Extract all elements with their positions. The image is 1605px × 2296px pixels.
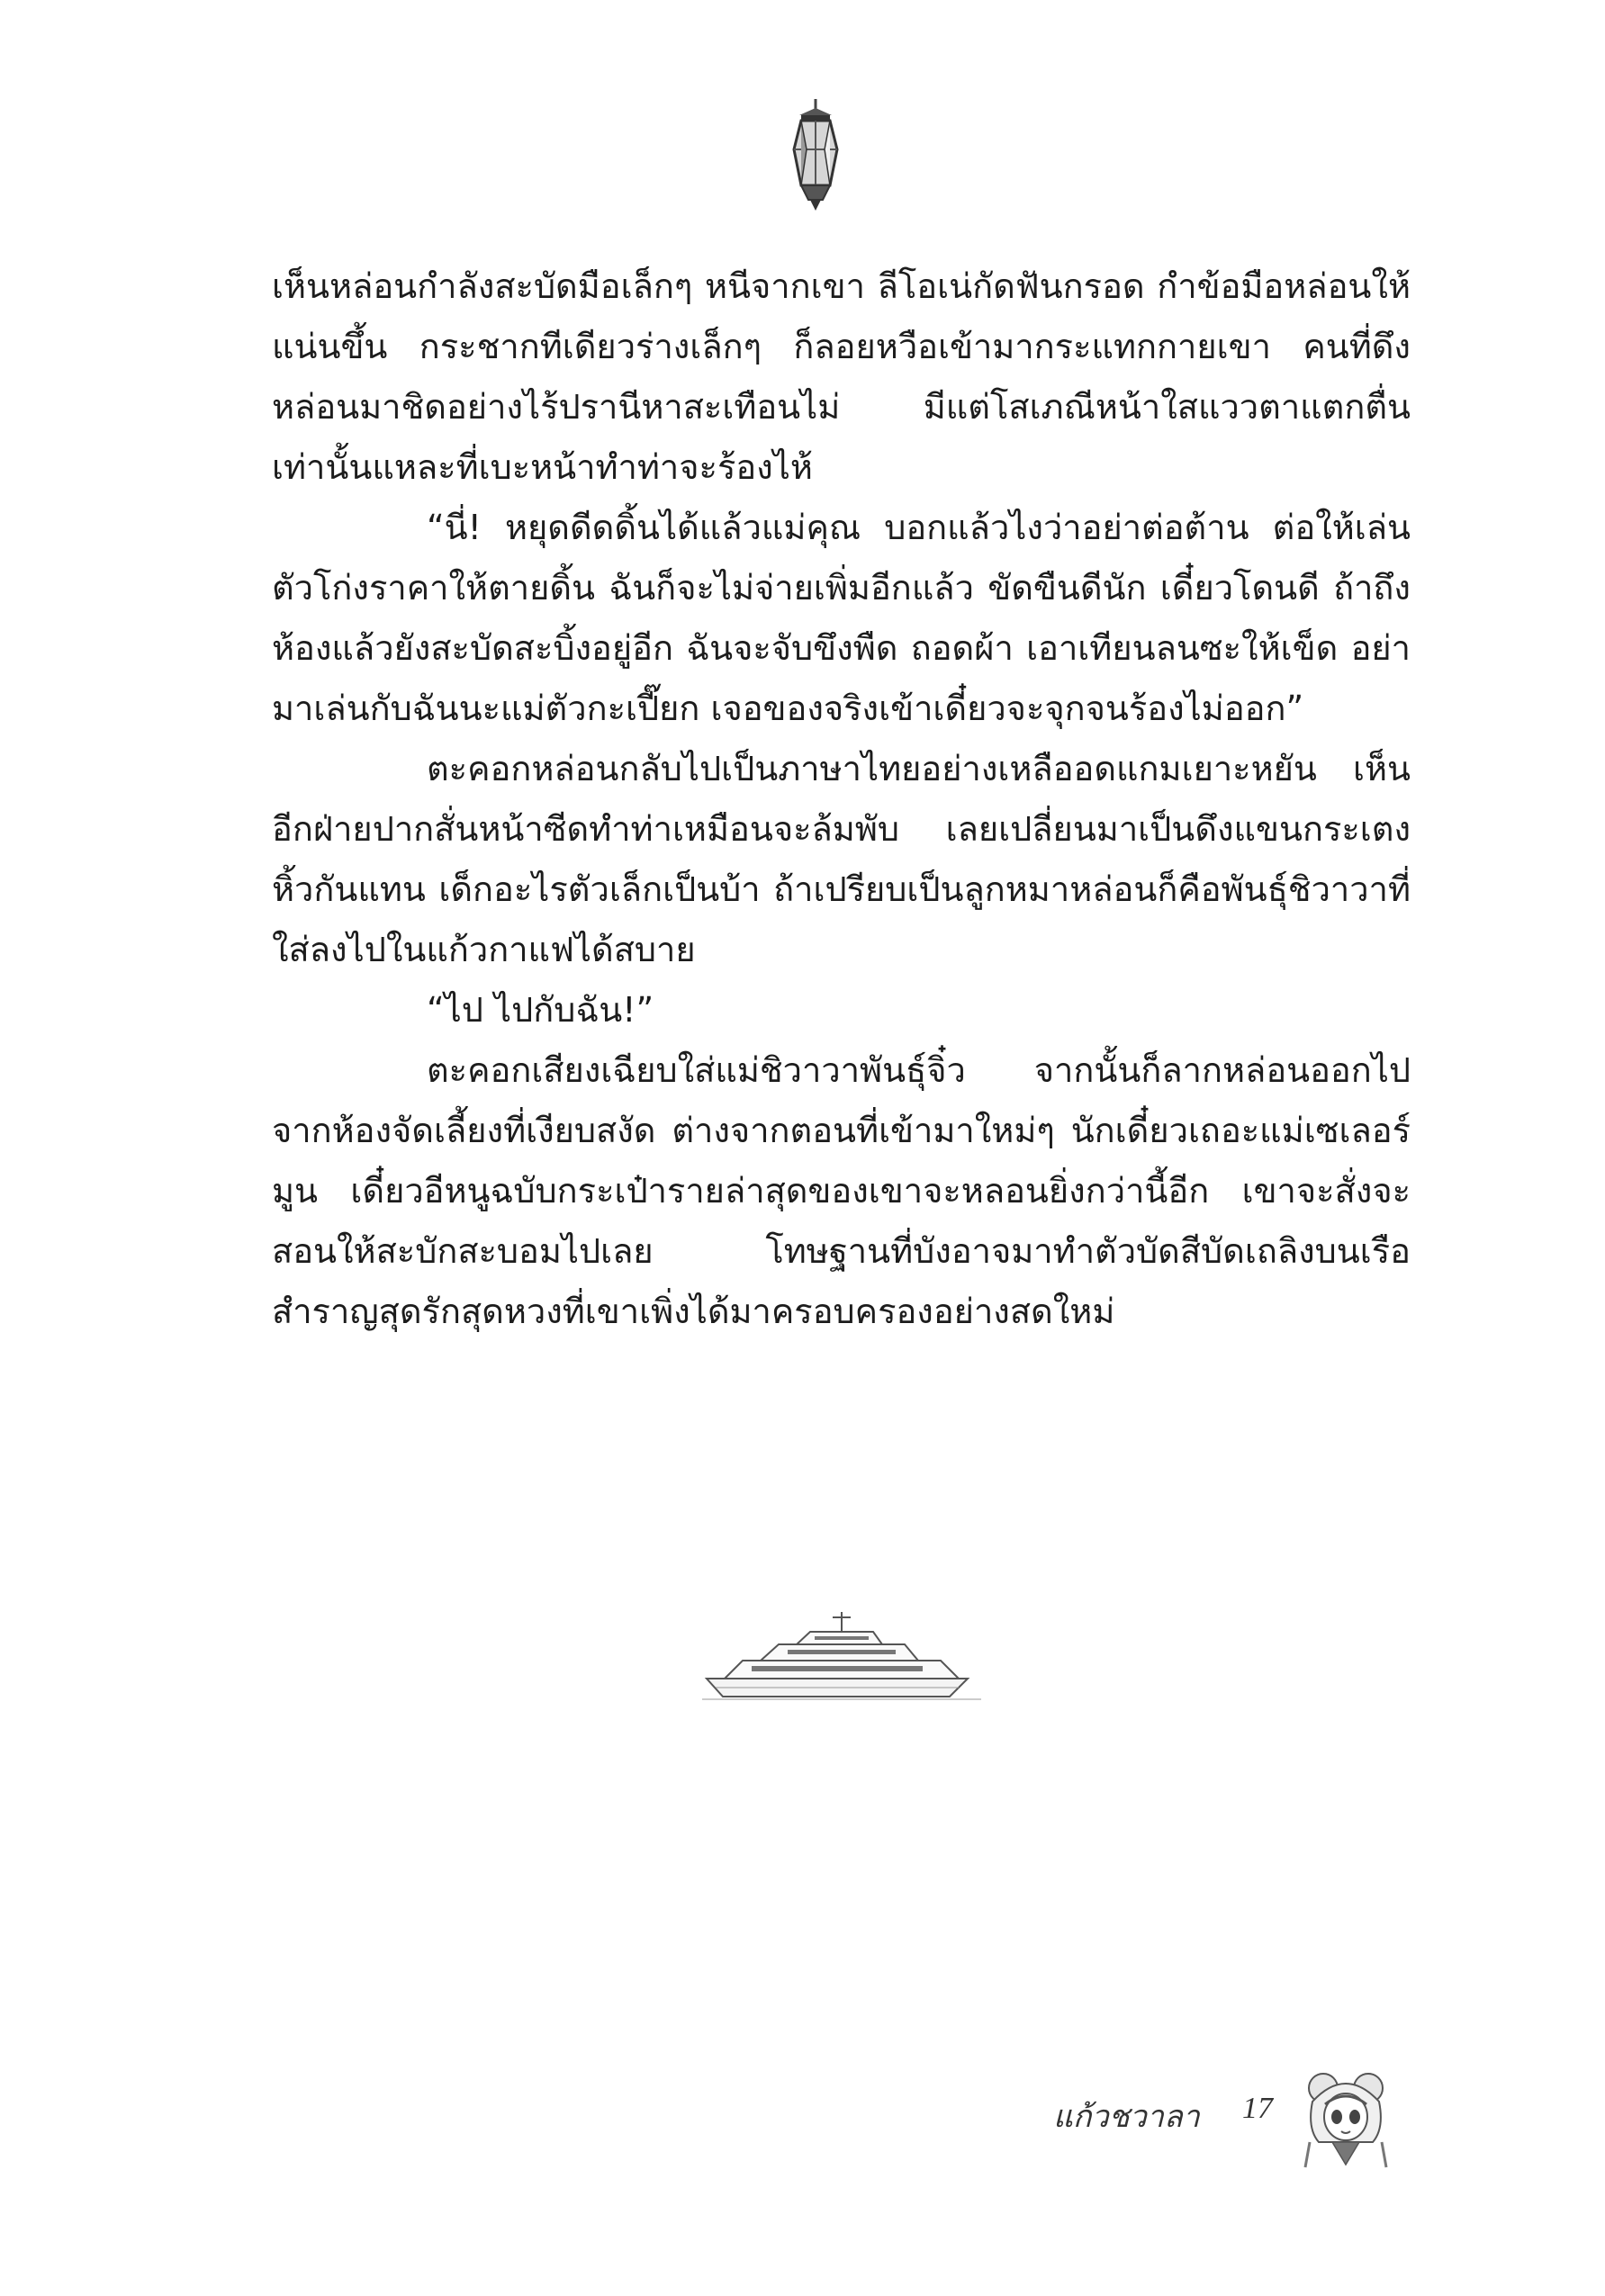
paragraph-2: “นี่! หยุดดีดดิ้นได้แล้วแม่คุณ บอกแล้วไงว่าอย่าต่อต้าน ต่อให้เล่นตัวโก่งราคาให้ตายดิ้น ฉันก็จะไม่จ่ายเพิ่มอีกแล้ว ขัดขืนดีนัก เดี๋ยวโดนดี ถ้าถึงห้องแล้วยังสะบัดสะบิ้งอยู่อีก ฉันจะจับขึงพืด ถอดผ้า เอาเทียนลนซะให้เข็ด อย่ามาเล่นกับฉันนะแม่ตัวกะเปี๊ยก เจอของจริงเข้าเดี๋ยวจะจุกจนร้องไม่ออก” xyxy=(272,508,1411,728)
lantern-icon xyxy=(780,99,852,216)
page-number: 17 xyxy=(1242,2092,1273,2125)
paragraph-5: ตะคอกเสียงเฉียบใส่แม่ชิวาวาพันธุ์จิ๋ว จากนั้นก็ลากหล่อนออกไปจากห้องจัดเลี้ยงที่เงียบสงัด ต่างจากตอนที่เข้ามาใหม่ๆ นักเดี๋ยวเถอะแม่เซเลอร์มูน เดี๋ยวอีหนูฉบับกระเป๋ารายล่าสุดของเขาจะหลอนยิ่งกว่านี้อีก เขาจะสั่งจะสอนให้สะบักสะบอมไปเลย โทษฐานที่บังอาจมาทำตัวบัดสีบัดเถลิงบนเรือสำราญสุดรักสุดหวงที่เขาเพิ่งได้มาครอบครองอย่างสดใหม่ xyxy=(272,1050,1411,1331)
page-footer xyxy=(1026,2061,1494,2169)
paragraph-1: เห็นหล่อนกำลังสะบัดมือเล็กๆ หนีจากเขา ลีโอเน่กัดฟันกรอด กำข้อมือหล่อนให้แน่นขึ้น กระชากทีเดียวร่างเล็กๆ ก็ลอยหวือเข้ามากระแทกกายเขา คนที่ดึงหล่อนมาชิดอย่างไร้ปรานีหาสะเทือนไม่ มีแต่โสเภณีหน้าใสแววตาแตกตื่นเท่านั้นแหละที่เบะหน้าทำท่าจะร้องไห้ xyxy=(272,266,1411,487)
mascot-icon xyxy=(1296,2061,1395,2169)
book-title: แก้วชวาลา xyxy=(1053,2099,1200,2135)
yacht-icon xyxy=(698,1607,986,1706)
paragraph-4: “ไป ไปกับฉัน!” xyxy=(427,990,654,1030)
body-text xyxy=(272,257,1411,1342)
paragraph-3: ตะคอกหล่อนกลับไปเป็นภาษาไทยอย่างเหลืออดแกมเยาะหยัน เห็นอีกฝ่ายปากสั่นหน้าซีดทำท่าเหมือนจะล้มพับ เลยเปลี่ยนมาเป็นดึงแขนกระเตงหิ้วกันแทน เด็กอะไรตัวเล็กเป็นบ้า ถ้าเปรียบเป็นลูกหมาหล่อนก็คือพันธุ์ชิวาวาที่ใส่ลงไปในแก้วกาแฟได้สบาย xyxy=(272,749,1411,969)
